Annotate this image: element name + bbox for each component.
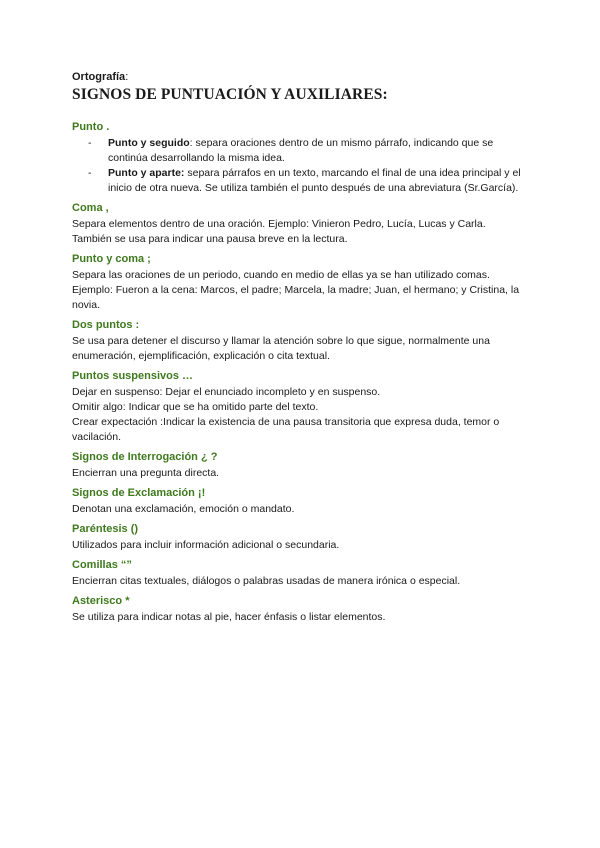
subject-label <box>72 70 532 85</box>
section-heading: Paréntesis () <box>72 523 139 535</box>
bullet-term: Punto y seguido <box>108 137 190 149</box>
section-puntos-suspensivos <box>72 369 532 445</box>
bullet-text: : separa oraciones dentro de un mismo párrafo, indicando que se continúa desarrollando la misma idea. <box>108 137 494 164</box>
section-coma <box>72 201 532 247</box>
body-line: Dejar en suspenso: Dejar el enunciado incompleto y en suspenso. <box>72 386 381 398</box>
section-heading: Dos puntos : <box>72 319 140 331</box>
section-heading: Signos de Exclamación ¡! <box>72 487 206 499</box>
bullet-item <box>88 136 532 166</box>
section-dos-puntos <box>72 318 532 364</box>
body-line: Encierran una pregunta directa. <box>72 467 220 479</box>
body-line: Ejemplo: Fueron a la cena: Marcos, el padre; Marcela, la madre; Juan, el hermano; y Cristina, la novia. <box>72 284 520 311</box>
body-line: Denotan una exclamación, emoción o mandato. <box>72 503 295 515</box>
section-punto-y-coma <box>72 252 532 313</box>
subject-label-text: Ortografía <box>72 71 126 83</box>
body-line: Separa elementos dentro de una oración. Ejemplo: Vinieron Pedro, Lucía, Lucas y Carla. <box>72 218 486 230</box>
bullet-term: Punto y aparte: <box>108 167 185 179</box>
bullet-list <box>72 136 532 196</box>
section-comillas <box>72 558 532 589</box>
body-line: Separa las oraciones de un periodo, cuando en medio de ellas ya se han utilizado comas. <box>72 269 490 281</box>
section-heading: Puntos suspensivos … <box>72 370 194 382</box>
bullet-item <box>88 166 532 196</box>
section-parentesis <box>72 522 532 553</box>
bullet-dash: - <box>88 137 92 149</box>
section-heading: Signos de Interrogación ¿ ? <box>72 451 218 463</box>
section-heading: Comillas “” <box>72 559 132 571</box>
body-line: Encierran citas textuales, diálogos o palabras usadas de manera irónica o especial. <box>72 575 461 587</box>
section-heading: Punto . <box>72 121 110 133</box>
section-interrogacion <box>72 450 532 481</box>
body-line: También se usa para indicar una pausa breve en la lectura. <box>72 233 348 245</box>
section-heading: Punto y coma ; <box>72 253 151 265</box>
body-line: Crear expectación :Indicar la existencia de una pausa transitoria que expresa duda, temor o vacilación. <box>72 416 500 443</box>
section-heading: Asterisco * <box>72 595 130 607</box>
bullet-text: separa párrafos en un texto, marcando el final de una idea principal y el inicio de otra nueva. Se utiliza también el punto después de una abreviatura (Sr.García). <box>108 167 521 194</box>
page-title: SIGNOS DE PUNTUACIÓN Y AUXILIARES: <box>72 86 388 103</box>
body-line: Omitir algo: Indicar que se ha omitido parte del texto. <box>72 401 319 413</box>
subject-label-colon: : <box>125 71 129 83</box>
body-line: Se utiliza para indicar notas al pie, hacer énfasis o listar elementos. <box>72 611 386 623</box>
section-punto <box>72 120 532 196</box>
body-line: Utilizados para incluir información adicional o secundaria. <box>72 539 340 551</box>
section-asterisco <box>72 594 532 625</box>
bullet-dash: - <box>88 167 92 179</box>
body-line: Se usa para detener el discurso y llamar la atención sobre lo que sigue, normalmente una enumeración, ejemplificación, explicación o cita textual. <box>72 335 490 362</box>
section-exclamacion <box>72 486 532 517</box>
section-heading: Coma , <box>72 202 109 214</box>
document-content <box>72 70 532 630</box>
